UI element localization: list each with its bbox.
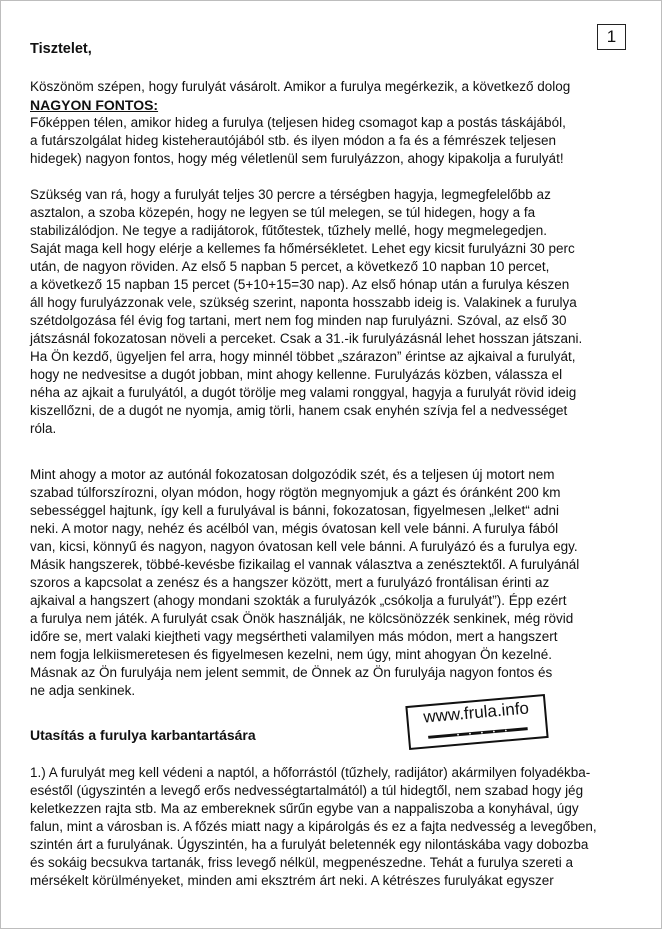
- paragraph-line: időre se, mert valaki kiejtheti vagy megsértheti valamilyen más módon, mert a hangszert: [30, 629, 558, 644]
- paragraph-line: után, de nagyon röviden. Az első 5 napban 5 percet, a következő 10 napban 10 percet,: [30, 259, 550, 274]
- paragraph-line: Szükség van rá, hogy a furulyát teljes 30 percre a térségben hagyja, legmegfelelőbb az: [30, 187, 551, 202]
- paragraph-line: nem fogja lelkiismeretesen és figyelmesen kezelni, nem úgy, mint ahogyan Ön kezelné.: [30, 647, 553, 662]
- paragraph-line: néha az ajkait a furulyától, a dugót törölje meg valami ronggyal, hagyja a furulyát rövid ideig: [30, 385, 577, 400]
- paragraph-line: Másik hangszerek, többé-kevésbe fizikailag el vannak választva a zenésztektől. A furulyánál: [30, 557, 580, 572]
- paragraph-line: Saját maga kell hogy elérje a kellemes fa hőmérsékletet. Lehet egy kicsit furulyázni 30 perc: [30, 241, 575, 256]
- paragraph-line: Másnak az Ön furulyája nem jelent semmit, de Önnek az Ön furulyája nagyon fontos és: [30, 665, 553, 680]
- paragraph-line: stabilizálódjon. Ne tegye a radijátorok, fűtőtestek, tűzhely mellé, hogy megmelegedjen.: [30, 223, 548, 238]
- intro-line: Főképpen télen, amikor hideg a furulya (teljesen hideg csomagot kap a postás táskájából,: [30, 115, 566, 130]
- paragraph-line: mérsékelt körülményeket, minden ami eksztrém árt neki. A kétrészes furulyákat egyszer: [30, 873, 554, 888]
- paragraph-line: keletkezzen rajta stb. Ma az embereknek sűrűn egybe van a nappaliszoba a konyhával, úgy: [30, 801, 579, 816]
- paragraph-line: kiszellőzni, de a dugót ne nyomja, amig törli, hanem csak enyhén szívja fel a nedvességet: [30, 403, 568, 418]
- intro-line: hidegek) nagyon fontos, hogy még véletlenül sem furulyázzon, ahogy kipakolja a furulyát!: [30, 151, 564, 166]
- paragraph-line: ajkaival a hangszert (ahogy mondani szokták a furulyázók „csókolja a furulyát”). Épp ezért: [30, 593, 567, 608]
- paragraph-line: neki. A motor nagy, nehéz és acélból van, mégis óvatosan kell vele bánni. A furulya fából: [30, 521, 559, 536]
- paragraph-line: áll hogy furulyázzonak vele, szükség szerint, naponta hosszabb ideig is. Valakinek a furulya: [30, 295, 577, 310]
- paragraph-line: szoros a kapcsolat a zenész és a hangszer között, mert a furulyázó frontálisan érinti az: [30, 575, 550, 590]
- paragraph-line: róla.: [30, 421, 57, 436]
- paragraph-line: sebességgel hajtunk, így kell a furulyával is bánni, fokozatosan, figyelmesen „lelket“ adni: [30, 503, 560, 518]
- stamp-url: www.frula.info: [422, 698, 530, 727]
- paragraph-line: a következő 15 napban 15 percet (5+10+15=30 nap). Az első hónap után a furulya készen: [30, 277, 570, 292]
- paragraph-line: a furulya nem játék. A furulyát csak Önök használják, ne kölcsönözzék senkinek, még rövid: [30, 611, 574, 626]
- paragraph-line: 1.) A furulyát meg kell védeni a naptól, a hőforrástól (tűzhely, radijátor) akármilyen folyadékba-: [30, 765, 591, 780]
- paragraph-line: van, kicsi, könnyű és nagyon, nagyon óvatosan kell vele bánni. A furulyázó és a furulya egy.: [30, 539, 578, 554]
- paragraph-line: Ha Ön kezdő, ügyeljen fel arra, hogy minnél többet „szárazon” érintse az ajkaival a furulyát,: [30, 349, 576, 364]
- paragraph-line: szabad túlforszírozni, olyan módon, hogy rögtön megnyomjuk a gázt és óránként 200 km: [30, 485, 561, 500]
- intro-line: Köszönöm szépen, hogy furulyát vásárolt. Amikor a furulya megérkezik, a következő dolog: [30, 79, 571, 94]
- paragraph-line: szintén árt a furulyának. Úgyszintén, ha a furulyát beletennék egy nilontáskába vagy dobozba: [30, 837, 589, 852]
- paragraph-line: szétdolgozása fél évig fog tartani, mert nem fog minden nap furulyázni. Szóval, az első 30: [30, 313, 567, 328]
- paragraph-line: játszásnál fokozatosan növeli a perceket. Csak a 31.-ik furulyázásnál lehet hosszan játszani.: [30, 331, 583, 346]
- greeting: Tisztelet,: [30, 41, 92, 57]
- paragraph-line: falun, mint a városban is. A főzés miatt nagy a kipárolgás és ez a fajta nedvesség a levegőben,: [30, 819, 597, 834]
- paragraph-line: hogy ne nedvesitse a dugót jobban, mint ahogy kellenne. Furulyázás közben, válassza el: [30, 367, 563, 382]
- paragraph-line: asztalon, a szoba közepén, hogy ne legyen se túl melegen, se túl hidegen, hogy a fa: [30, 205, 536, 220]
- paragraph-line: ne adja senkinek.: [30, 683, 136, 698]
- paragraph-line: és sokáig becsukva tartanák, friss levegő nélkül, megpenészedne. Tehát a furulya szereti a: [30, 855, 574, 870]
- intro-line: a futárszolgálat hideg kisteherautójából stb. és ilyen módon a fa és a fémrészek teljesen: [30, 133, 557, 148]
- important-notice: NAGYON FONTOS:: [30, 97, 159, 113]
- paragraph-line: eséstől (úgyszintén a levegő erős nedvességtartalmától) a túl hidegtől, nem szabad hogy jég: [30, 783, 584, 798]
- paragraph-line: Mint ahogy a motor az autónál fokozatosan dolgozódik szét, és a teljesen új motort nem: [30, 467, 555, 482]
- page-number: 1: [597, 24, 626, 50]
- section-title: Utasítás a furulya karbantartására: [30, 727, 256, 743]
